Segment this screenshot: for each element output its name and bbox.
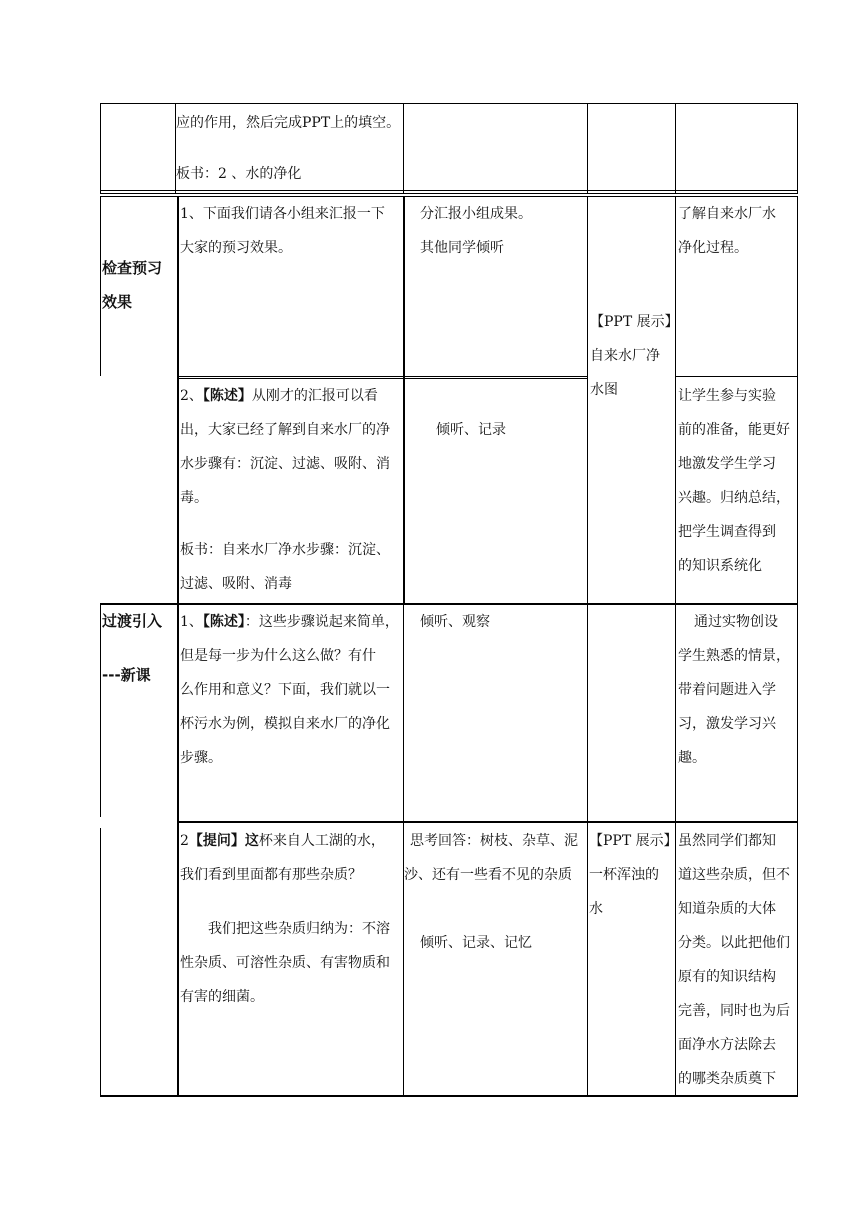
check-row1-student: 分汇报小组成果。: [420, 206, 532, 222]
trans-row2-summary: 有害的细菌。: [180, 989, 264, 1005]
trans-row2-student: 思考回答：树枝、杂草、泥: [410, 833, 578, 849]
trans-row2-intent: 完善，同时也为后: [678, 1003, 790, 1019]
trans-row1-content: 杯污水为例，模拟自来水厂的净化: [180, 716, 390, 732]
check-row1-content: 大家的预习效果。: [180, 240, 292, 256]
trans-row1-content: 但是每一步为什么这么做？有什: [180, 648, 376, 664]
trans-row2-content: 2【提问】这杯来自人工湖的水，: [180, 833, 385, 849]
check-row2-intent: 让学生参与实验: [678, 388, 776, 404]
section-title-check: 检查预习: [102, 259, 163, 277]
trans-row2-student: 倾听、记录、记忆: [420, 935, 532, 951]
trans-row1-intent: 带着问题进入学: [678, 682, 776, 698]
trans-row2-media: 【PPT 展示】: [589, 833, 678, 849]
check-row2-intent: 地激发学生学习: [678, 456, 776, 472]
section-title-check-2: 效果: [102, 293, 133, 311]
board-text: 2 、水的净化: [218, 166, 302, 182]
trans-row1-content: 么作用和意义？下面，我们就以一: [180, 682, 390, 698]
check-row1-intent: 了解自来水厂水: [678, 206, 776, 222]
trans-row2-intent: 面净水方法除去: [678, 1037, 776, 1053]
trans-row1-intent: 趣。: [678, 750, 706, 766]
top-board-note: [176, 165, 301, 183]
statement-tag: 【陈述】: [202, 614, 245, 630]
trans-row2-media: 一杯浑浊的: [589, 867, 659, 883]
trans-row2-media: 水: [589, 901, 603, 917]
trans-row1-intent: 习，激发学习兴: [678, 716, 776, 732]
check-row2-content: 毒。: [180, 490, 208, 506]
trans-row1-content: 1、【陈述】：这些步骤说起来简单，: [180, 614, 399, 630]
trans-row1-content: 步骤。: [180, 750, 222, 766]
trans-row2-intent: 虽然同学们都知: [678, 833, 776, 849]
top-content-line: 应的作用，然后完成PPT上的填空。: [176, 115, 401, 131]
check-row2-content: 水步骤有：沉淀、过滤、吸附、消: [180, 456, 390, 472]
trans-row1-intent: 学生熟悉的情景，: [678, 648, 790, 664]
check-media: 水图: [590, 382, 618, 398]
trans-row2-intent: 知道杂质的大体: [678, 901, 776, 917]
check-row2-intent: 前的准备，能更好: [678, 422, 790, 438]
check-row2-content: 2、【陈述】从刚才的汇报可以看: [180, 388, 378, 404]
question-tag: 【提问】: [188, 833, 245, 849]
trans-row2-summary: 性杂质、可溶性杂质、有害物质和: [180, 955, 390, 971]
check-media: 自来水厂净: [590, 348, 660, 364]
check-row2-intent: 的知识系统化: [678, 558, 762, 574]
check-row2-intent: 兴趣。归纳总结，: [678, 490, 790, 506]
check-row2-intent: 把学生调查得到: [678, 524, 776, 540]
trans-row2-intent: 分类。以此把他们: [678, 935, 790, 951]
trans-row1-intent: 通过实物创设: [694, 614, 778, 630]
section-title-transition: 过渡引入: [102, 612, 163, 630]
section-title-transition-2: ---新课: [102, 666, 151, 684]
check-row1-student: 其他同学倾听: [420, 240, 504, 256]
check-media: 【PPT 展示】: [590, 314, 679, 330]
trans-row2-content: 我们看到里面都有那些杂质？: [180, 867, 362, 883]
board-label: 板书：: [176, 166, 218, 182]
trans-row2-intent: 原有的知识结构: [678, 969, 776, 985]
trans-row2-student: 沙、还有一些看不见的杂质: [404, 867, 572, 883]
check-row1-content: 1、下面我们请各小组来汇报一下: [180, 206, 385, 222]
check-row2-board: 过滤、吸附、消毒: [180, 576, 292, 592]
check-row2-board: 板书：自来水厂净水步骤：沉淀、: [180, 542, 390, 558]
trans-row2-summary: 我们把这些杂质归纳为：不溶: [208, 921, 390, 937]
trans-row2-intent: 道这些杂质，但不: [678, 867, 790, 883]
trans-row2-intent: 的哪类杂质奠下: [678, 1071, 776, 1087]
check-row2-student: 倾听、记录: [436, 422, 506, 438]
statement-tag: 【陈述】: [202, 388, 252, 404]
check-row1-intent: 净化过程。: [678, 240, 748, 256]
check-row2-content: 出，大家已经了解到自来水厂的净: [180, 422, 390, 438]
trans-row1-student: 倾听、观察: [420, 614, 490, 630]
